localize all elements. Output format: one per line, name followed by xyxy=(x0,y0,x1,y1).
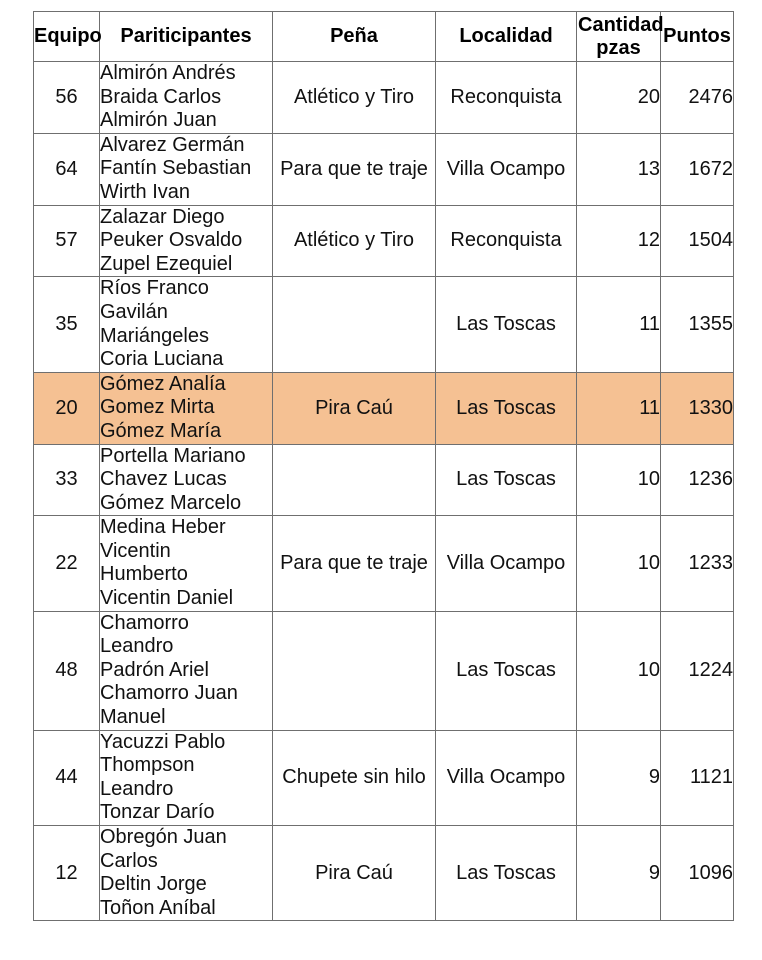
cell-cantidad-pzas: 9 xyxy=(577,730,661,825)
participant-name: Almirón Juan xyxy=(100,109,217,132)
cell-equipo: 33 xyxy=(34,444,100,516)
participant-name: Humberto xyxy=(100,563,188,586)
participant-name: Thompson xyxy=(100,754,195,777)
participant-name: Chamorro xyxy=(100,611,189,634)
participant-name: Gavilán xyxy=(100,300,168,323)
cell-puntos: 1121 xyxy=(661,730,734,825)
participant-name: Wirth Ivan xyxy=(100,180,191,203)
cell-equipo: 20 xyxy=(34,372,100,444)
participant-name: Coria Luciana xyxy=(100,348,224,371)
participant-name: Manuel xyxy=(100,706,166,729)
cell-participantes xyxy=(100,611,273,730)
cell-puntos: 1672 xyxy=(661,133,734,205)
cantidad-line-2: pzas xyxy=(596,36,641,59)
cell-equipo: 57 xyxy=(34,205,100,277)
cell-localidad: Villa Ocampo xyxy=(436,133,577,205)
participant-name: Fantín Sebastian xyxy=(100,157,252,180)
cell-puntos: 2476 xyxy=(661,62,734,134)
participant-name: Padrón Ariel xyxy=(100,658,209,681)
participant-name: Gómez Marcelo xyxy=(100,491,242,514)
cell-participantes xyxy=(100,62,273,134)
cell-puntos: 1504 xyxy=(661,205,734,277)
cell-puntos: 1330 xyxy=(661,372,734,444)
cell-pena: Pira Caú xyxy=(273,826,436,921)
cell-cantidad-pzas: 13 xyxy=(577,133,661,205)
cell-cantidad-pzas: 9 xyxy=(577,826,661,921)
cell-pena: Atlético y Tiro xyxy=(273,62,436,134)
participant-name: Yacuzzi Pablo xyxy=(100,730,226,753)
table-body xyxy=(34,62,734,921)
cell-equipo: 12 xyxy=(34,826,100,921)
participant-name: Mariángeles xyxy=(100,324,209,347)
cell-participantes xyxy=(100,444,273,516)
cell-participantes xyxy=(100,277,273,372)
cell-equipo: 35 xyxy=(34,277,100,372)
column-header-localidad: Localidad xyxy=(436,12,577,62)
participant-name: Carlos xyxy=(100,849,158,872)
cell-pena: Chupete sin hilo xyxy=(273,730,436,825)
cell-localidad: Las Toscas xyxy=(436,826,577,921)
cell-equipo: 44 xyxy=(34,730,100,825)
cell-localidad: Villa Ocampo xyxy=(436,516,577,611)
column-header-participantes: Pariticipantes xyxy=(100,12,273,62)
column-header-cantidad-pzas xyxy=(577,12,664,62)
participant-name: Leandro xyxy=(100,777,174,800)
cell-puntos: 1355 xyxy=(661,277,734,372)
cell-cantidad-pzas: 11 xyxy=(577,277,661,372)
participant-name: Obregón Juan xyxy=(100,826,227,848)
cell-pena: Para que te traje xyxy=(273,516,436,611)
cell-cantidad-pzas: 12 xyxy=(577,205,661,277)
cell-localidad: Las Toscas xyxy=(436,444,577,516)
participant-name: Braida Carlos xyxy=(100,85,222,108)
cell-participantes xyxy=(100,826,273,921)
table-row xyxy=(34,277,734,372)
participant-name: Zupel Ezequiel xyxy=(100,252,233,275)
participant-name: Alvarez Germán xyxy=(100,133,245,156)
participant-name: Ríos Franco xyxy=(100,277,209,300)
cell-cantidad-pzas: 20 xyxy=(577,62,661,134)
table-row xyxy=(34,516,734,611)
header-row xyxy=(34,12,734,62)
cell-participantes xyxy=(100,372,273,444)
cell-participantes xyxy=(100,516,273,611)
table-row xyxy=(34,372,734,444)
table-row xyxy=(34,826,734,921)
column-header-puntos: Puntos xyxy=(661,12,734,62)
table-header xyxy=(34,12,734,62)
participant-name: Medina Heber xyxy=(100,516,226,539)
participant-name: Gomez Mirta xyxy=(100,396,215,419)
cell-equipo: 64 xyxy=(34,133,100,205)
participant-name: Vicentin xyxy=(100,539,171,562)
cell-cantidad-pzas: 10 xyxy=(577,516,661,611)
cell-participantes xyxy=(100,205,273,277)
column-header-equipo: Equipo xyxy=(34,12,100,62)
cell-pena xyxy=(273,611,436,730)
participant-name: Chavez Lucas xyxy=(100,468,227,491)
cell-localidad: Las Toscas xyxy=(436,611,577,730)
cell-cantidad-pzas: 11 xyxy=(577,372,661,444)
column-header-pena: Peña xyxy=(273,12,436,62)
team-results-table xyxy=(33,11,734,921)
cell-pena xyxy=(273,444,436,516)
participant-name: Toñon Aníbal xyxy=(100,896,216,919)
cell-pena: Para que te traje xyxy=(273,133,436,205)
cell-pena xyxy=(273,277,436,372)
cell-puntos: 1224 xyxy=(661,611,734,730)
participant-name: Tonzar Darío xyxy=(100,801,215,824)
cell-participantes xyxy=(100,133,273,205)
table-row xyxy=(34,133,734,205)
cell-equipo: 48 xyxy=(34,611,100,730)
participant-name: Deltin Jorge xyxy=(100,873,207,896)
table-row xyxy=(34,730,734,825)
cell-localidad: Reconquista xyxy=(436,62,577,134)
cell-equipo: 56 xyxy=(34,62,100,134)
table-row xyxy=(34,205,734,277)
participant-name: Peuker Osvaldo xyxy=(100,229,243,252)
cell-puntos: 1096 xyxy=(661,826,734,921)
cell-puntos: 1233 xyxy=(661,516,734,611)
results-table-container xyxy=(33,11,733,921)
cell-localidad: Las Toscas xyxy=(436,277,577,372)
table-row xyxy=(34,62,734,134)
cell-pena: Pira Caú xyxy=(273,372,436,444)
cell-localidad: Las Toscas xyxy=(436,372,577,444)
participant-name: Vicentin Daniel xyxy=(100,587,234,610)
participant-name: Gómez Analía xyxy=(100,372,226,395)
table-row xyxy=(34,444,734,516)
cantidad-line-1: Cantidad xyxy=(578,14,664,37)
table-row xyxy=(34,611,734,730)
cell-participantes xyxy=(100,730,273,825)
cell-puntos: 1236 xyxy=(661,444,734,516)
cell-equipo: 22 xyxy=(34,516,100,611)
cell-cantidad-pzas: 10 xyxy=(577,611,661,730)
cell-pena: Atlético y Tiro xyxy=(273,205,436,277)
cell-localidad: Reconquista xyxy=(436,205,577,277)
participant-name: Almirón Andrés xyxy=(100,62,236,84)
participant-name: Gómez María xyxy=(100,419,222,442)
participant-name: Chamorro Juan xyxy=(100,682,238,705)
participant-name: Portella Mariano xyxy=(100,444,246,467)
participant-name: Leandro xyxy=(100,635,174,658)
cell-cantidad-pzas: 10 xyxy=(577,444,661,516)
participant-name: Zalazar Diego xyxy=(100,205,225,228)
cell-localidad: Villa Ocampo xyxy=(436,730,577,825)
